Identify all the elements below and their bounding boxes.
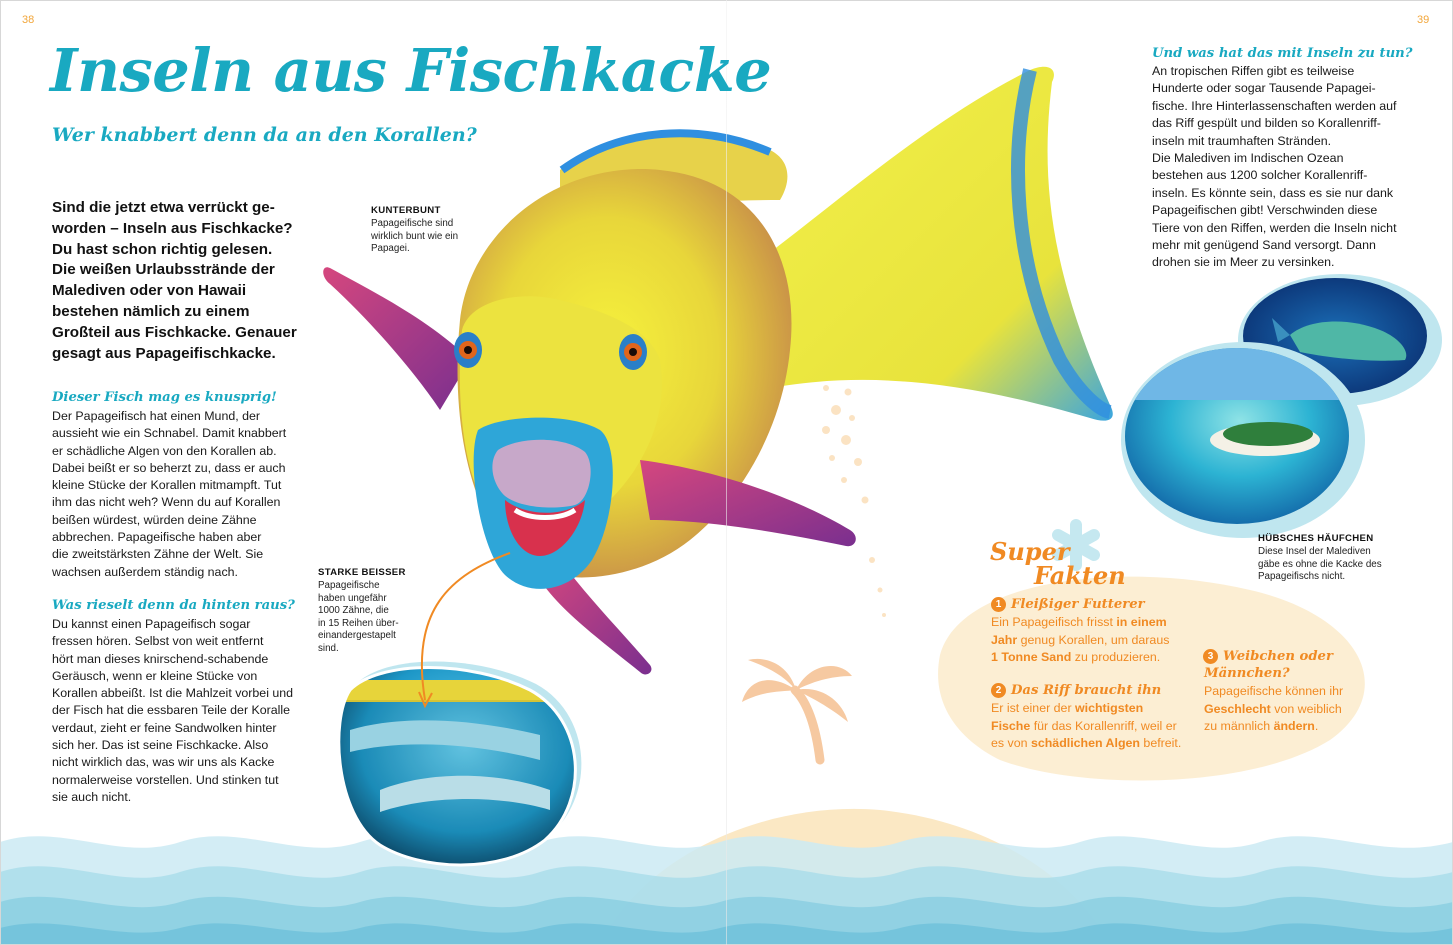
caption-title-kunterbunt: KUNTERBUNT [371, 205, 441, 216]
caption-text-kunterbunt: Papageifische sind wirklich bunt wie ein Papagei. [371, 218, 459, 255]
fact-3-text: Papageifische können ihr Geschlecht von weiblich zu männlich ändern. [1204, 684, 1344, 734]
fact-3-heading-line2: Männchen? [1204, 666, 1290, 681]
caption-text-haeufchen: Diese Insel der Malediven gäbe es ohne die Kacke des Papageifischs nicht. [1258, 546, 1382, 583]
intro-paragraph: Sind die jetzt etwa verrückt ge- worden – Inseln aus Fischkacke? Du hast schon richtig gelesen. Die weißen Urlaubsstrände der Malediven oder von Hawaii bestehen nämlich zu einem Großteil aus Fischkacke. Genauer gesagt aus Papageifischkacke. [52, 199, 297, 362]
section-body-knusprig: Der Papageifisch hat einen Mund, der aussieht wie ein Schnabel. Damit knabbert er schädliche Algen von den Korallen ab. Dabei beißt er so beherzt zu, dass er auch kleine Stücke der Korallen mitmampft. Tut ihm das nicht weh? Wenn du auf Korallen beißen würdest, würden deine Zähne abbrechen. Papageifische haben aber die zweitstärksten Zähne der Welt. Sie wachsen außerdem ständig nach. [52, 409, 287, 579]
page-number-right: 39 [1417, 14, 1430, 26]
section-heading-knusprig: Dieser Fisch mag es knusprig! [52, 390, 277, 405]
super-fakten-title-fakten: Fakten [1034, 561, 1126, 590]
fact-2-number: 2 [991, 683, 1006, 698]
section-body-inseln: An tropischen Riffen gibt es teilweise Hunderte oder sogar Tausende Papagei- fische. Ihre Hinterlassenschaften werden auf das Riff gespült und bilden so Korallenriff- inseln mit traumhaften Stränden. Die Malediven im Indischen Ozean bestehen aus 1200 solcher Korallenriff- inseln. Es könnte sein, dass es sie nur dank Papageifischen gibt! Verschwinden diese Tiere von den Riffen, werden die Inseln nicht mehr mit genügend Sand versorgt. Dann drohen sie im Meer zu versinken. [1152, 64, 1397, 270]
page-subtitle: Wer knabbert denn da an den Korallen? [52, 124, 477, 146]
section-heading-rieselt: Was rieselt denn da hinten raus? [52, 598, 295, 613]
fact-2-text: Er ist einer der wichtigsten Fische für das Korallenriff, weil er es von schädlichen Algen befreit. [991, 701, 1182, 751]
caption-text-beisser: Papageifische haben ungefähr 1000 Zähne, die in 15 Reihen über- einandergestapelt sind. [318, 580, 399, 654]
section-body-rieselt: Du kannst einen Papageifisch sogar fressen hören. Selbst von weit entfernt hört man dieses knirschend-schabende Geräusch, wenn er kleine Stücke von Korallen abbeißt. Ist die Mahlzeit vorbei und der Fisch hat die essbaren Teile der Koralle verdaut, zieht er feine Sandwolken hinter sich her. Das ist seine Fischkacke. Also nicht wirklich das, was wir uns als Kacke normalerweise vorstellen. Und stinken tut sie auch nicht. [52, 617, 294, 804]
fact-1-number: 1 [991, 597, 1006, 612]
super-fakten-title-super: Super [990, 537, 1070, 566]
fact-1-heading: 1 Fleißiger Futterer [991, 597, 1145, 612]
page-number-left: 38 [22, 14, 35, 26]
fact-2-heading: 2 Das Riff braucht ihn [991, 683, 1161, 698]
section-heading-inseln: Und was hat das mit Inseln zu tun? [1152, 46, 1413, 61]
fact-3-heading: 3 Weibchen oder [1203, 649, 1333, 664]
page-title: Inseln aus Fischkacke [50, 36, 772, 105]
caption-title-beisser: STARKE BEISSER [318, 567, 406, 578]
caption-title-haeufchen: HÜBSCHES HÄUFCHEN [1258, 533, 1374, 544]
fact-3-number: 3 [1203, 649, 1218, 664]
fact-1-text: Ein Papageifisch frisst in einem Jahr genug Korallen, um daraus 1 Tonne Sand zu produzieren. [991, 615, 1170, 665]
